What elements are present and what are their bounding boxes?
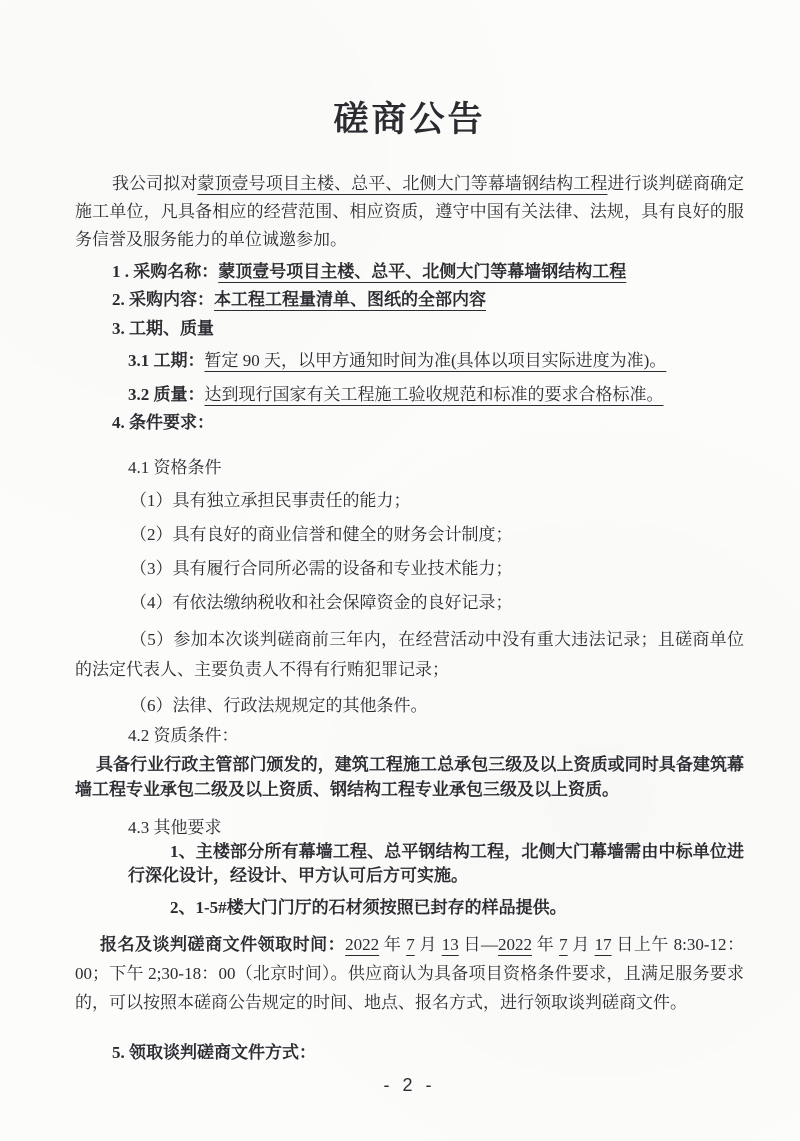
registration-end-month: 7 (559, 935, 568, 954)
registration-sep: 年 (532, 935, 560, 954)
qualification-item: （3）具有履行合同所必需的设备和专业技术能力； (130, 559, 513, 578)
registration-sep: 年 (379, 935, 407, 954)
registration-end-year: 2022 (498, 935, 533, 954)
duration-row (128, 347, 744, 375)
qualification-item: （1）具有独立承担民事责任的能力； (130, 491, 411, 510)
qualification-item: （6）法律、行政法规规定的其他条件。 (130, 696, 428, 715)
page-number: - 2 - (383, 1075, 436, 1095)
qualification-item: （4）有依法缴纳税收和社会保障资金的良好记录； (130, 593, 513, 612)
quality-value: 达到现行国家有关工程施工验收规范和标准的要求合格标准。 (204, 385, 664, 404)
procurement-content-label: 2. 采购内容： (112, 290, 214, 309)
procurement-name-value: 蒙顶壹号项目主楼、总平、北侧大门等幕墙钢结构工程 (218, 262, 627, 281)
registration-sep: 月 (414, 935, 442, 954)
intro-paragraph (75, 170, 744, 254)
procurement-content-row (112, 286, 744, 314)
schedule-quality-heading: 3. 工期、质量 (112, 319, 214, 338)
quality-label: 3.2 质量： (128, 385, 205, 404)
registration-sep: 月 (567, 935, 595, 954)
credential-body: 具备行业行政主管部门颁发的，建筑工程施工总承包三级及以上资质或同时具备建筑幕墙工程专业承包二级及以上资质、钢结构工程专业承包三级及以上资质。 (75, 755, 744, 799)
registration-label: 报名及谈判磋商文件领取时间： (100, 935, 346, 954)
intro-lead: 我公司拟对 (112, 174, 198, 193)
registration-sep: 日— (458, 935, 499, 954)
quality-row (128, 381, 744, 409)
other-requirements-heading: 4.3 其他要求 (128, 818, 222, 837)
registration-end-day: 17 (594, 935, 612, 954)
intro-project-name: 蒙顶壹号项目主楼、总平、北侧大门等幕墙钢结构工程 (197, 174, 608, 193)
registration-start-month: 7 (406, 935, 415, 954)
procurement-content-value: 本工程工程量清单、图纸的全部内容 (214, 290, 486, 309)
other-requirement-item: 1、主楼部分所有幕墙工程、总平钢结构工程，北侧大门幕墙需由中标单位进行深化设计，经设计、甲方认可后方可实施。 (128, 842, 744, 885)
duration-label: 3.1 工期： (128, 351, 205, 370)
procurement-name-label: 1 . 采购名称： (112, 262, 219, 281)
registration-start-day: 13 (441, 935, 459, 954)
qualification-item: （5）参加本次谈判磋商前三年内，在经营活动中没有重大违法记录；且磋商单位的法定代表人、主要负责人不得有行贿犯罪记录； (75, 630, 744, 679)
intro-rest: 进行谈判磋商确定施工单位，凡具备相应的经营范围、相应资质，遵守中国有关法律、法规，具有良好的服务信誉及服务能力的单位诚邀参加。 (75, 174, 745, 249)
procurement-name-row (112, 258, 744, 286)
collect-method-heading: 5. 领取谈判磋商文件方式： (112, 1043, 316, 1062)
conditions-heading: 4. 条件要求： (112, 413, 214, 432)
duration-value: 暂定 90 天，以甲方通知时间为准(具体以项目实际进度为准)。 (204, 351, 667, 370)
registration-start-year: 2022 (345, 935, 380, 954)
page-title: 磋商公告 (333, 100, 486, 139)
registration-time-text: 日上午 8:30-12：00；下午 2;30-18：00（北京时间）。供应商认为具备项目资格条件要求，且满足服务要求的，可以按照本磋商公告规定的时间、地点、报名方式，进行领取谈判磋商文件。 (75, 935, 745, 1012)
qualification-item: （2）具有良好的商业信誉和健全的财务会计制度； (130, 525, 513, 544)
credential-heading: 4.2 资质条件： (128, 726, 239, 745)
registration-paragraph (75, 930, 744, 1017)
other-requirement-item: 2、1-5#楼大门门厅的石材须按照已封存的样品提供。 (170, 898, 567, 917)
qualification-heading: 4.1 资格条件 (128, 458, 222, 477)
